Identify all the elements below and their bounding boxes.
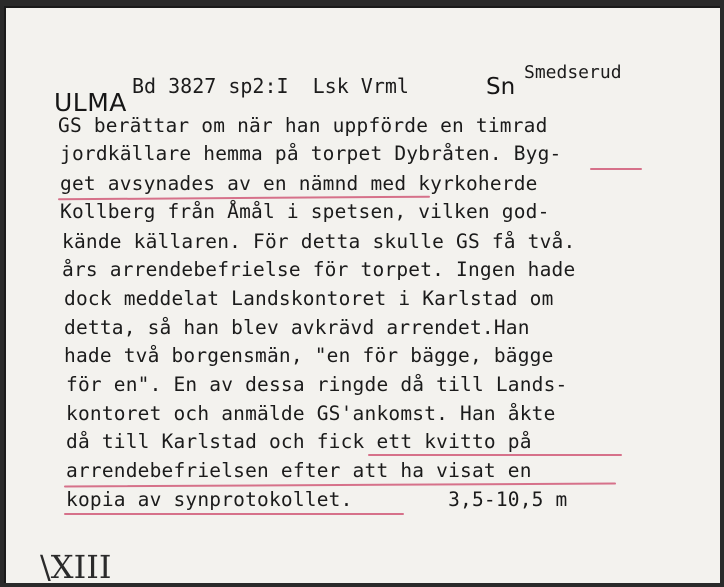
underline-arrendebefrielsen (64, 483, 616, 488)
text-line-13: arrendebefrielsen efter att ha visat en (66, 459, 532, 482)
text-line-3: get avsynades av en nämnd med kyrkoherde (60, 172, 538, 195)
parish-name: Smedserud (524, 62, 622, 83)
text-line-5: kände källaren. För detta skulle GS få två. (62, 230, 576, 253)
text-line-6: års arrendebefrielse för torpet. Ingen hade (62, 258, 576, 281)
text-line-4: Kollberg från Åmål i spetsen, vilken god- (60, 200, 550, 223)
text-line-8: detta, så han blev avkrävd arrendet.Han (64, 316, 530, 339)
underline-kopia (64, 513, 404, 515)
corner-mark: \XIII (40, 548, 112, 586)
index-card (4, 6, 720, 586)
text-line-14: kopia av synprotokollet. 3,5-10,5 m (66, 488, 568, 511)
text-line-9: hade två borgensmän, "en för bägge, bägge (64, 344, 554, 367)
text-line-2: jordkällare hemma på torpet Dybråten. Byg- (60, 142, 562, 165)
underline-byg (590, 168, 642, 170)
parish-label: Sn (486, 74, 516, 100)
underline-kvitto (368, 454, 622, 456)
reference-number: Bd 3827 sp2:I Lsk Vrml (132, 74, 409, 98)
archive-label: ULMA (54, 88, 127, 117)
text-line-1: GS berättar om när han uppförde en timrad (58, 114, 548, 137)
text-line-10: för en". En av dessa ringde då till Lands- (66, 373, 568, 396)
text-line-11: kontoret och anmälde GS'ankomst. Han åkte (66, 402, 556, 425)
text-line-12: då till Karlstad och fick ett kvitto på (66, 430, 532, 453)
text-line-7: dock meddelat Landskontoret i Karlstad om (64, 287, 554, 310)
